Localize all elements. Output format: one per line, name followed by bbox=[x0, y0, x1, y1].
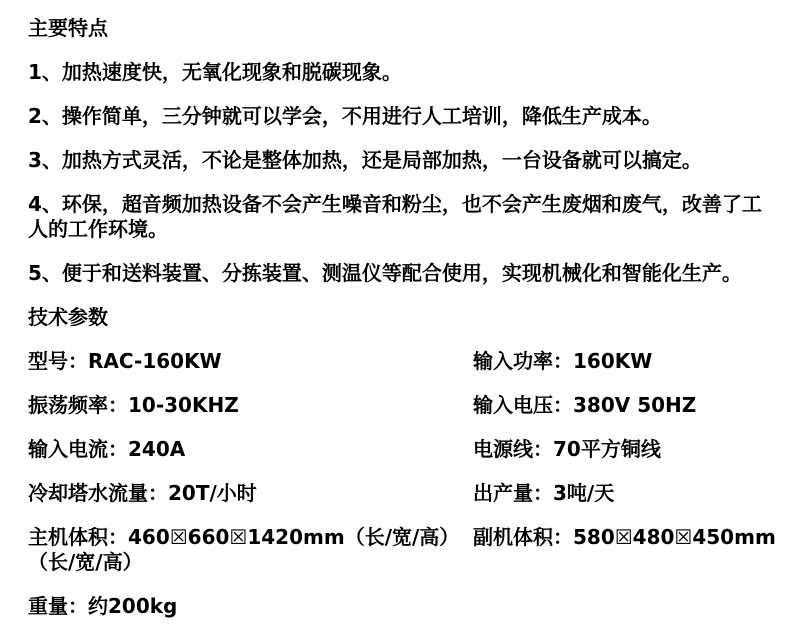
spec-cooling-water-flow: 冷却塔水流量：20T/小时 bbox=[28, 481, 257, 505]
spec-row-model-power bbox=[28, 349, 773, 374]
spec-oscillation-frequency: 振荡频率：10-30KHZ bbox=[28, 393, 239, 417]
spec-row-frequency-voltage bbox=[28, 393, 773, 418]
features-heading: 主要特点 bbox=[28, 16, 108, 40]
feature-item-5: 5、便于和送料装置、分拣装置、测温仪等配合使用，实现机械化和智能化生产。 bbox=[28, 261, 742, 285]
spec-row-volume bbox=[28, 525, 776, 575]
spec-input-power: 输入功率：160KW bbox=[473, 349, 653, 373]
feature-item-3: 3、加热方式灵活，不论是整体加热，还是局部加热，一台设备就可以搞定。 bbox=[28, 148, 702, 172]
feature-item-1: 1、加热速度快，无氧化现象和脱碳现象。 bbox=[28, 60, 402, 84]
spec-power-cable: 电源线：70平方铜线 bbox=[473, 437, 661, 461]
spec-daily-output: 出产量：3吨/天 bbox=[473, 481, 615, 505]
spec-volume-wrap-line: （长/宽/高） bbox=[28, 550, 143, 574]
feature-item-2: 2、操作简单，三分钟就可以学会，不用进行人工培训，降低生产成本。 bbox=[28, 104, 662, 128]
spec-main-unit-volume: 主机体积：460☒660☒1420mm（长/宽/高） bbox=[28, 525, 460, 549]
spec-row-current-powerline bbox=[28, 437, 773, 462]
spec-aux-unit-volume: 副机体积：580☒480☒450mm bbox=[473, 525, 776, 549]
spec-input-current: 输入电流：240A bbox=[28, 437, 186, 461]
specs-heading: 技术参数 bbox=[28, 305, 108, 329]
feature-item-4: 4、环保，超音频加热设备不会产生噪音和粉尘，也不会产生废烟和废气，改善了工人的工作环境。 bbox=[28, 192, 762, 241]
spec-row-waterflow-output bbox=[28, 481, 773, 506]
spec-weight: 重量：约200kg bbox=[28, 594, 178, 618]
spec-model: 型号：RAC-160KW bbox=[28, 349, 222, 373]
spec-input-voltage: 输入电压：380V 50HZ bbox=[473, 393, 697, 417]
